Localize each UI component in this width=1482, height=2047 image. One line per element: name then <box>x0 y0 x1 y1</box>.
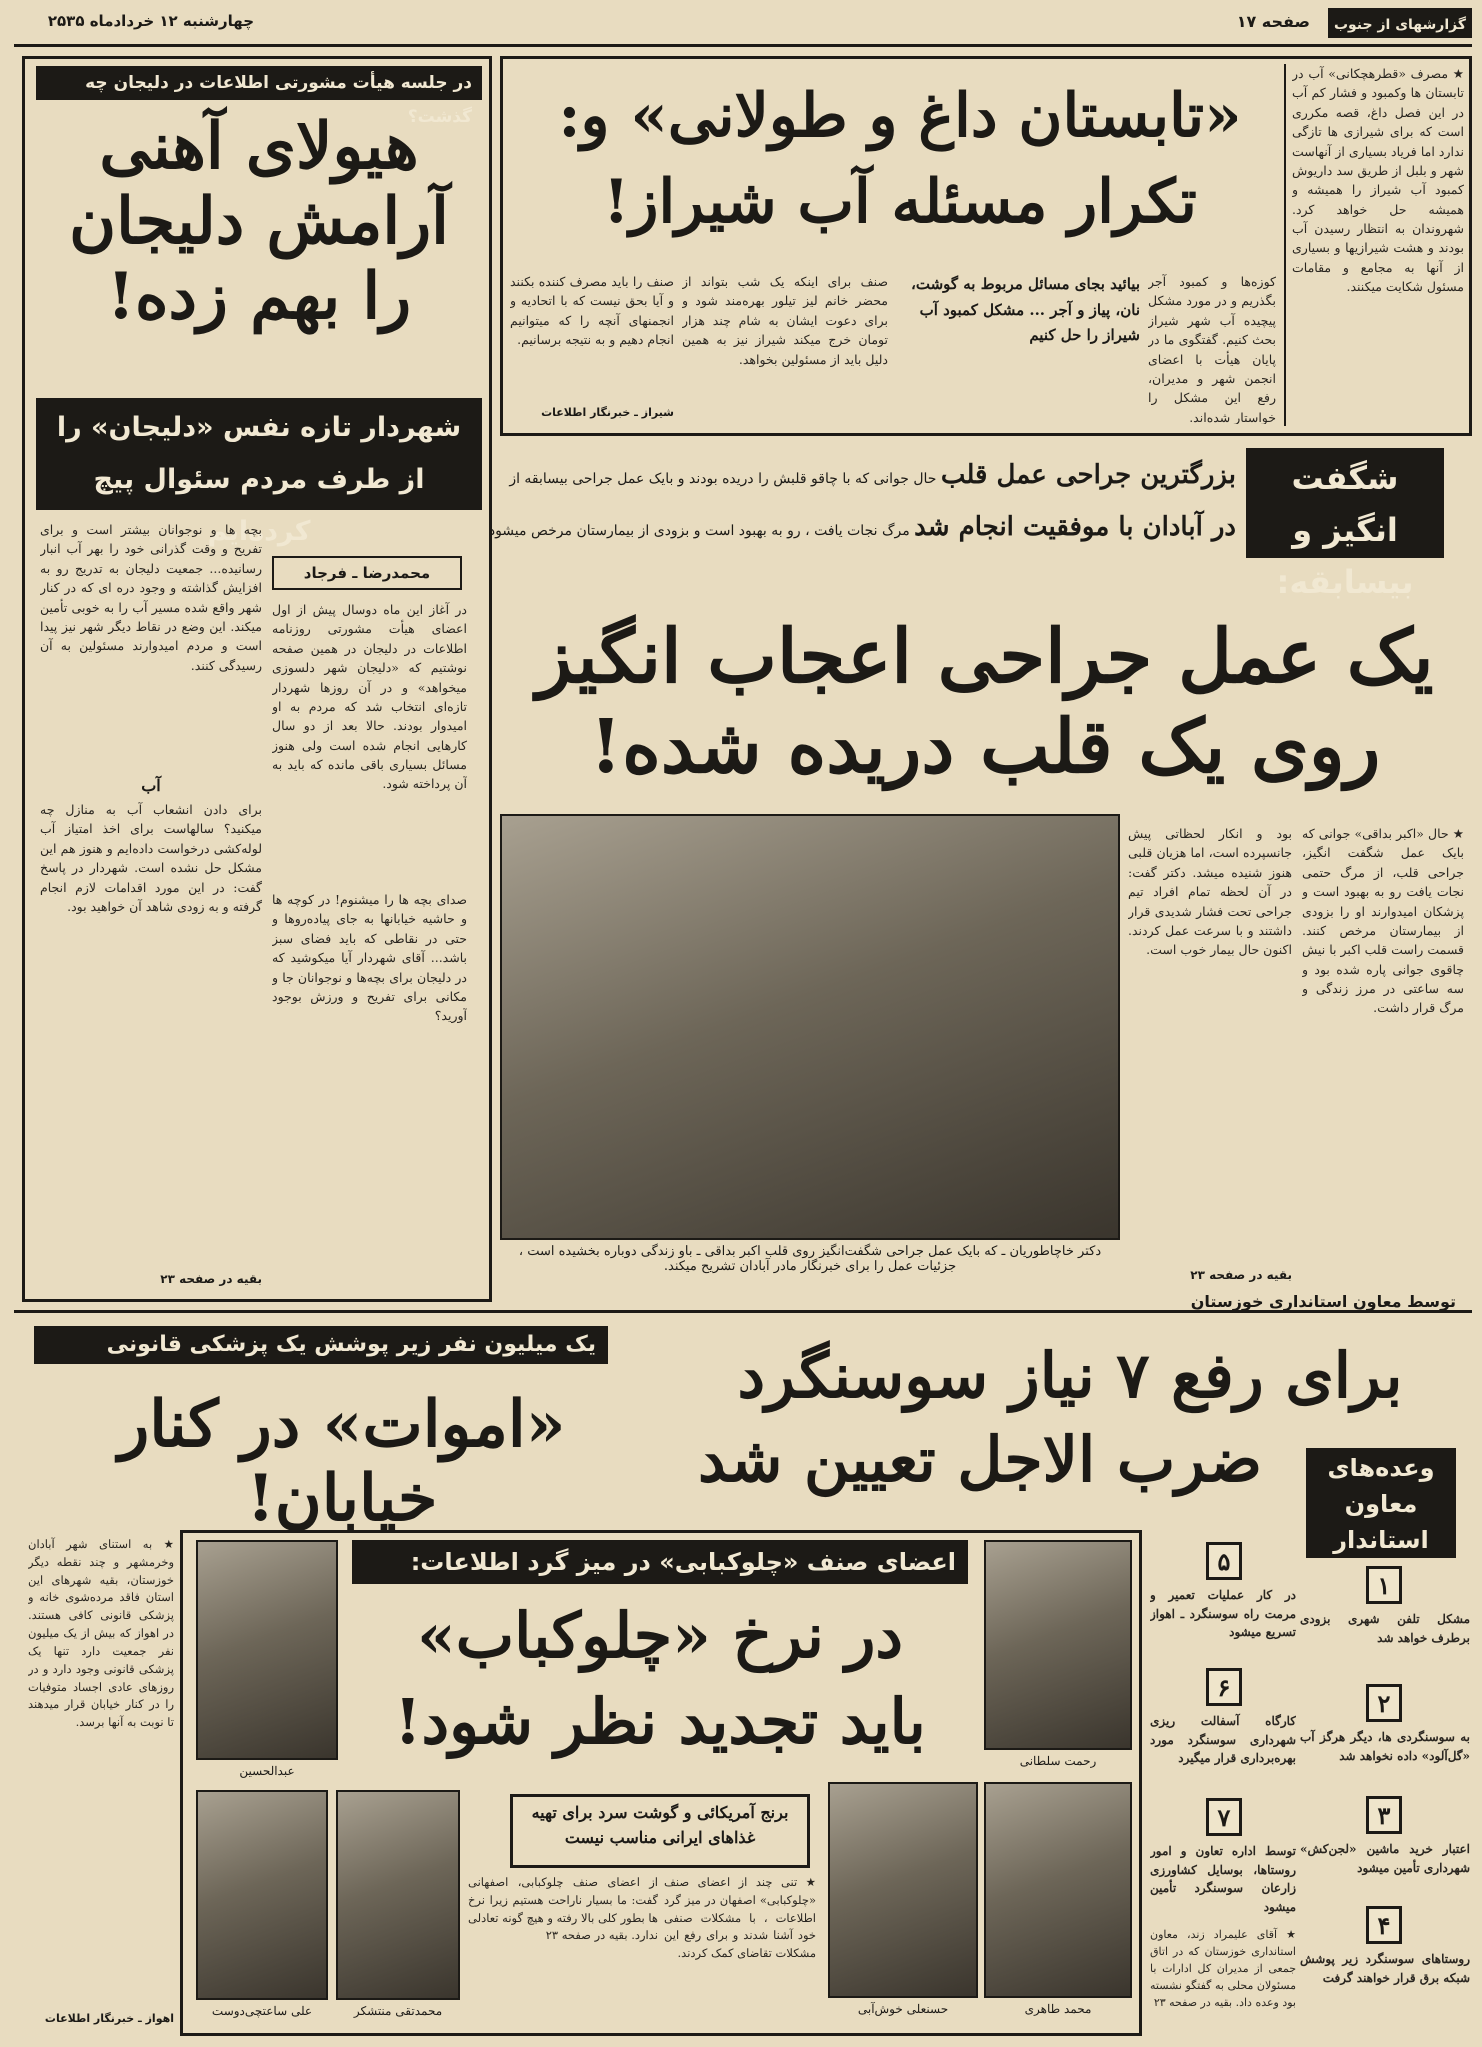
delijan-col-left2: برای دادن انشعاب آب به منازل چه میکنید؟ سالهاست برای اخذ امتیاز آب لوله‌کشی درخواست داده‌ایم و هنوز هم این مشکل حل نشده است. شهردار در پاسخ گفت: در این مورد اقدامات لازم انجام گرفته و به زودی شاهد آن خواهید بود. <box>40 802 262 914</box>
surgery-deck-2: در آبادان با موفقیت انجام شد مرگ نجات یافت ، رو به بهبود است و بزودی از بیمارستان مرخص میشود <box>488 512 1236 542</box>
delijan-continued: بقیه در صفحه ۲۳ <box>160 1272 262 1286</box>
susangerd-note: ★ آقای علیمراد زند، معاون استانداری خوزستان که در اتاق جمعی از مدیران کل ادارات با مسئولان محلی به گفتگو نشسته بود وعده داد. بقیه در صفحه ۲۳ <box>1150 1928 1296 2010</box>
portrait-hasanali <box>828 1782 978 1998</box>
portrait-ali-saatchi <box>196 1790 328 2000</box>
portrait-mohammadtaghi-name: محمدتقی منتشکر <box>353 2004 443 2018</box>
shiraz-bullet: بیائید بجای مسائل مربوط به گوشت، نان، پیاز و آجر ... مشکل کمبود آب شیراز را حل کنیم <box>911 275 1140 344</box>
header-rule <box>14 44 1472 47</box>
section-logo: گزارشهای از جنوب <box>1328 8 1472 38</box>
susangerd-kicker: توسط معاون استانداری خوزستان <box>1190 1292 1456 1311</box>
chelow-subhead: برنج آمریکائی و گوشت سرد برای تهیه غذاهای ایرانی مناسب نیست <box>510 1794 810 1868</box>
shiraz-headline-2: تکرار مسئله آب شیراز! <box>603 167 1197 237</box>
delijan-col-left: بچه ها و نوجوانان بیشتر است و برای تفریح و وقت گذرانی خود را بهر آب انبار رسانیده... جمعیت دلیجان به تدریج رو به افزایش گذاشته و وجود دره ای که در کنار شهر واقع شده مسیر آب را به خوبی تأمین میکند. این وضع در نقاط دیگر شهر نیز پیدا است و مردم امیدوارند مسئولین به آن رسیدگی کنند. <box>40 522 262 673</box>
promise-number: ۴ <box>1366 1906 1402 1944</box>
promise-text: اعتبار خرید ماشین «لجن‌کش» شهرداری تأمین میشود <box>1300 1842 1470 1875</box>
promise-item <box>1300 1684 1470 1794</box>
chelow-col-a: ★ تنی چند از اعضای صنف «چلوکبابی» اصفهان در میز گرد اطلاعات ، با مشکلات صنفی خود آشنا شدند و برای رفع این مشکلات تقاضای کمک کردند. <box>664 1875 816 1961</box>
shiraz-signoff: شیراز ـ خبرنگار اطلاعات <box>541 406 674 419</box>
promise-text: مشکل تلفن شهری بزودی برطرف خواهد شد <box>1300 1612 1470 1645</box>
surgery-caption: دکتر خاچاطوریان ـ که بایک عمل جراحی شگفت‌انگیز روی قلب اکبر بداقی ـ باو زندگی دوباره بخشیده است ، جزئیات عمل را برای خبرنگار مادر آبادان تشریح میکند. <box>518 1244 1102 1274</box>
portrait-abdolhossein-name: عبدالحسین <box>239 1764 295 1778</box>
promise-item <box>1150 1542 1296 1666</box>
surgery-label: شگفت انگیز و بیسابقه: <box>1246 448 1444 558</box>
shiraz-col-b: صنف برای اینکه یک شب بتواند از محضر خانم لیز تیلور بهره‌مند شود و برای دعوت ایشان به شام چند هزار تومان خرج میکند شیراز نیز به همین دلیل باید از مسئولین بخواهد. <box>682 274 888 367</box>
chelow-headline-2: باید تجدید نظر شود! <box>394 1685 926 1758</box>
promise-item <box>1300 1566 1470 1666</box>
promise-item <box>1300 1796 1470 1906</box>
promise-number: ۵ <box>1206 1542 1242 1580</box>
delijan-strap: در جلسه هیأت مشورتی اطلاعات در دلیجان چه گذشت؟ <box>36 66 482 100</box>
portrait-hasanali-name: حسنعلی خوش‌آبی <box>857 2002 949 2016</box>
promise-text: به سوسنگردی ها، دیگر هرگز آب «گل‌آلود» داده نخواهد شد <box>1300 1730 1470 1763</box>
cemetery-headline: «اموات» در کنار خیابان! <box>118 1387 566 1536</box>
promise-text: توسط اداره تعاون و امور روستاها، بوسایل کشاورزی زارعان سوسنگرد تأمین میشود <box>1150 1844 1296 1914</box>
surgery-deck-1: بزرگترین جراحی عمل قلب حال جوانی که با چاقو قلبش را دریده بودند و بایک عمل جراحی بیسابقه از <box>509 460 1236 490</box>
issue-date: چهارشنبه ۱۲ خردادماه ۲۵۳۵ <box>47 12 254 30</box>
promise-number: ۲ <box>1366 1684 1402 1722</box>
promise-number: ۳ <box>1366 1796 1402 1834</box>
surgery-headline-1: یک عمل جراحی اعجاب انگیز <box>536 614 1434 700</box>
page-number: صفحه ۱۷ <box>1236 12 1310 31</box>
shiraz-divider <box>1284 64 1286 426</box>
delijan-col-mid: در آغاز این ماه دوسال پیش از اول اعضای هیأت مشورتی روزنامه اطلاعات در دلیجان در همین صفحه نوشتیم که «دلیجان شهر دلسوزی میخواهد» و در آن روزها شهردار تازه‌ای انتخاب شد که مردم به او امیدوار بودند. حالا بعد از دو سال کارهایی انجام شده است ولی هنوز مسائل بسیاری باقی مانده که باید به آن پرداخته شود. <box>272 602 467 792</box>
portrait-rahmat-soltani-name: رحمت سلطانی <box>1019 1754 1097 1768</box>
promise-number: ۷ <box>1206 1798 1242 1836</box>
susangerd-headline-2: ضرب الاجل تعیین شد <box>697 1423 1263 1496</box>
surgery-col-right: ★ حال «اکبر بداقی» جوانی که بایک عمل شگفت انگیز، جراحی قلب، از مرگ حتمی نجات یافت رو به بهبود است و پزشکان امیدوارند او را بزودی از بیمارستان مرخص کنند. قسمت راست قلب اکبر با نیش چاقوی جوانی پاره شده بود و سه ساعتی در مرز زندگی و مرگ قرار داشت. <box>1302 826 1464 1016</box>
portrait-mohammad-taheri <box>984 1782 1132 1998</box>
portrait-rahmat-soltani <box>984 1540 1132 1750</box>
chelow-col-b: از اعضای صنف چلوکبابی، اصفهانی گفت: ما بسیار ناراحت هستیم زیرا نرخ ها بطور کلی بالا رفته و هیچ گونه تعادلی ندارد. بقیه در صفحه ۲۳ <box>468 1875 658 1943</box>
promise-item <box>1300 1906 1470 2038</box>
shiraz-col-a: کوزه‌ها و کمبود آجر بگذریم و در مورد مشکل پیچیده آب شهر شیراز بحث کنیم. گفتگوی ما در پایان هیأت با اعضای انجمن شهر و مدیران، رفع این مشکل را خواستار شده‌اند. <box>1148 274 1276 424</box>
surgery-photo <box>500 814 1120 1240</box>
portrait-mohammadtaghi <box>336 1790 460 2000</box>
shiraz-col-c: صنف را باید مصرف کننده بکنند و آیا بحق نیست که با اتحادیه و انجمنهای آنچه را که میتوانیم انجام دهیم و به نتیجه برسانیم. <box>510 274 674 348</box>
portrait-mohammad-taheri-name: محمد طاهری <box>1024 2002 1092 2016</box>
surgery-col-left: بود و انکار لحظاتی پیش جانسپرده است، اما هزیان قلبی هنوز شنیده میشد. دکتر گفت: در آن لحظه تمام افراد تیم جراحی تحت فشار شدیدی قرار داشتند و با سرعت عمل کردند. اکنون حال بیمار خوب است. <box>1128 826 1292 958</box>
delijan-water-label: آب <box>141 776 161 795</box>
cemetery-signoff: اهواز ـ خبرنگار اطلاعات <box>44 2012 174 2025</box>
cemetery-col: ★ به استنای شهر آبادان وخرمشهر و چند نقطه دیگر خوزستان، بقیه شهرهای این استان فاقد مرده‌شوی خانه و پزشکی قانونی کافی هستند. در اهواز که بیش از یک میلیون نفر جمعیت دارد تنها یک پزشکی قانونی وجود دارد و در روزهای عادی اجساد متوفیات را در کنار خیابان قرار میدهند تا نوبت به آنها برسد. <box>28 1537 174 1730</box>
susangerd-headline-1: برای رفع ۷ نیاز سوسنگرد <box>737 1339 1403 1412</box>
promise-number: ۱ <box>1366 1566 1402 1604</box>
delijan-headline: هیولای آهنی آرامش دلیجان را بهم زده! <box>69 109 449 334</box>
portrait-ali-saatchi-name: علی ساعتچی‌دوست <box>211 2004 313 2018</box>
surgery-headline-2: روی یک قلب دریده شده! <box>589 704 1381 790</box>
promise-number: ۶ <box>1206 1668 1242 1706</box>
shiraz-col-right: ★ مصرف «قطرهچکانی» آب در تابستان ها وکمبود و فشار کم آب در این فصل داغ، قصه مکرری است که برای شیرازی ها تازگی ندارد اما فریاد بسیاری از آنهاست شهر و بلبل از طریق سد داریوش کمبود آب شیراز را همیشه و همیشه حل خواهد کرد. شهروندان به انتظار رسیدن آب بودند و هشت شیرازیها و بسیاری از آنها به مجامع و مقامات مسئول شکایت میکنند. <box>1292 66 1464 295</box>
susangerd-promises-label: وعده‌های معاون استاندار <box>1306 1448 1456 1558</box>
promise-text: روستاهای سوسنگرد زیر پوشش شبکه برق قرار خواهند گرفت <box>1300 1952 1470 1985</box>
delijan-col-mid2: صدای بچه ها را میشنوم! در کوچه ها و حاشیه خیابانها به جای پیاده‌روها و حتی در نقاطی که باید فضای سبز باشد... آقای شهردار آیا میکوشید که در دلیجان برای بچه‌ها و نوجوانان جا و مکانی برای تفریح و ورزش بوجود آورید؟ <box>272 892 467 1024</box>
delijan-byline: محمدرضا ـ فرجاد <box>272 556 462 590</box>
delijan-subhead: شهردار تازه نفس «دلیجان» را از طرف مردم سئوال پیچ کرده‌ایم <box>36 398 482 510</box>
cemetery-strap: یک میلیون نفر زیر پوشش یک پزشکی قانونی <box>34 1326 608 1364</box>
promise-item <box>1150 1798 1296 1922</box>
chelow-headline-1: در نرخ «چلوکباب» <box>416 1599 904 1672</box>
promise-text: در کار عملیات تعمیر و مرمت راه سوسنگرد ـ اهواز تسریع میشود <box>1150 1588 1296 1640</box>
chelow-strap: اعضای صنف «چلوکبابی» در میز گرد اطلاعات: <box>352 1540 968 1584</box>
shiraz-headline-1: «تابستان داغ و طولانی» و: <box>558 81 1242 151</box>
surgery-continued: بقیه در صفحه ۲۳ <box>1190 1268 1292 1282</box>
promise-text: کارگاه آسفالت ریزی شهرداری سوسنگرد مورد بهره‌برداری قرار میگیرد <box>1150 1714 1296 1766</box>
promise-item <box>1150 1668 1296 1792</box>
portrait-abdolhossein <box>196 1540 338 1760</box>
